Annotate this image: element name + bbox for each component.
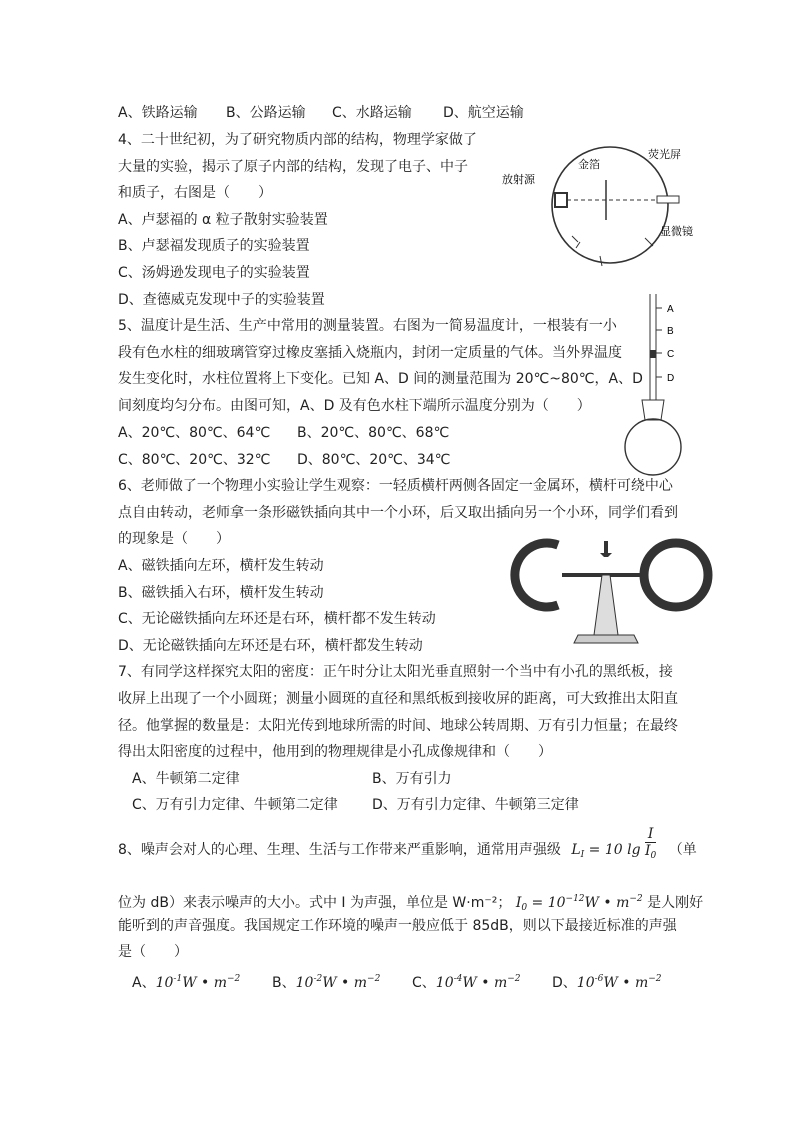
q8-option-c: C、$10^{-4}W$ • $m^{-2}$ — [412, 974, 521, 991]
q6-stem-line: 点自由转动，老师拿一条形磁铁插向其中一个小环，后又取出插向另一个小环，同学们看到 — [118, 505, 678, 521]
q8-line1-prefix: 8、噪声会对人的心理、生理、生活与工作带来严重影响，通常用声强级 — [118, 842, 561, 858]
q5-stem-line: 间刻度均匀分布。由图可知，A、D 及有色水柱下端所示温度分别为（ ） — [118, 398, 591, 414]
q7-stem-line: 得出太阳密度的过程中，他用到的物理规律是小孔成像规律和（ ） — [118, 744, 552, 760]
threshold-intensity-formula: $I_0 = 10^{-12}W$ • $m^{-2}$ — [515, 894, 643, 913]
q7-option-d: D、万有引力定律、牛顿第三定律 — [372, 797, 579, 813]
q4-option-c: C、汤姆逊发现电子的实验装置 — [118, 265, 310, 281]
intensity-ratio-fraction: $\frac{I}{I_0}$ — [645, 826, 657, 861]
q6-option-b: B、磁铁插入右环，横杆发生转动 — [118, 585, 324, 601]
thermometer-label-c: C — [667, 349, 675, 360]
q7-stem-line: 径。他掌握的数量是：太阳光传到地球所需的时间、地球公转周期、万有引力恒量；在最终 — [118, 718, 678, 734]
figure-label-microscope: 显微镜 — [660, 226, 693, 238]
q8-stem-line1 — [118, 826, 697, 865]
q8-option-a-exponent: -1 — [173, 974, 183, 984]
q6-option-d: D、无论磁铁插向左环还是右环，横杆都发生转动 — [118, 638, 423, 654]
q7-option-c: C、万有引力定律、牛顿第二定律 — [132, 797, 338, 813]
q8-option-b-exponent: -2 — [313, 974, 323, 984]
q6-stem-line: 的现象是（ ） — [118, 531, 230, 547]
q3-option-d: D、航空运输 — [443, 105, 524, 121]
thermometer-figure — [620, 290, 690, 485]
figure-label-screen: 荧光屏 — [648, 149, 681, 161]
q4-option-d: D、查德威克发现中子的实验装置 — [118, 292, 325, 308]
q8-option-d-exponent: -6 — [594, 974, 604, 984]
figure-label-source: 放射源 — [502, 174, 535, 186]
figure-label-foil: 金箔 — [578, 159, 600, 171]
q6-option-c: C、无论磁铁插向左环还是右环，横杆都不发生转动 — [118, 611, 436, 627]
alpha-scattering-figure — [500, 138, 700, 278]
q8-stem-line4: 是（ ） — [118, 944, 188, 960]
q3-option-b: B、公路运输 — [226, 105, 306, 121]
q8-line2-suffix: 是人刚好 — [647, 895, 704, 911]
q8-option-a-label: A、 — [132, 975, 156, 991]
q8-option-a: A、$10^{-1}W$ • $m^{-2}$ — [132, 974, 241, 991]
q8-line2-prefix: 位为 dB）来表示噪声的大小。式中 I 为声强，单位是 W·m⁻²； — [118, 895, 512, 911]
q8-option-d: D、$10^{-6}W$ • $m^{-2}$ — [552, 974, 662, 991]
q4-stem-line: 大量的实验，揭示了原子内部的结构，发现了电子、中子 — [118, 159, 468, 175]
q5-stem-line: 段有色水柱的细玻璃管穿过橡皮塞插入烧瓶内，封闭一定质量的气体。当外界温度 — [118, 345, 622, 361]
q8-line1-suffix: （单 — [668, 842, 697, 858]
q4-option-a: A、卢瑟福的 α 粒子散射实验装置 — [118, 212, 328, 228]
q8-option-c-exponent: -4 — [453, 974, 463, 984]
q5-option-d: D、80℃、20℃、34℃ — [297, 452, 451, 468]
q6-option-a: A、磁铁插向左环，横杆发生转动 — [118, 558, 324, 574]
q5-stem-line: 5、温度计是生活、生产中常用的测量装置。右图为一简易温度计，一根装有一小 — [118, 318, 617, 334]
q8-option-d-label: D、 — [552, 975, 577, 991]
q8-option-b-label: B、 — [272, 975, 296, 991]
q8-stem-line2 — [118, 889, 703, 918]
q7-option-b: B、万有引力 — [372, 771, 452, 787]
thermometer-label-a: A — [667, 304, 674, 315]
q4-option-b: B、卢瑟福发现质子的实验装置 — [118, 238, 310, 254]
q5-option-c: C、80℃、20℃、32℃ — [118, 452, 271, 468]
q7-stem-line: 收屏上出现了一个小圆斑；测量小圆斑的直径和黑纸板到接收屏的距离，可大致推出太阳直 — [118, 691, 678, 707]
q4-stem-line: 和质子，右图是（ ） — [118, 185, 272, 201]
q5-option-a: A、20℃、80℃、64℃ — [118, 425, 271, 441]
q3-option-a: A、铁路运输 — [118, 105, 198, 121]
q6-stem-line: 6、老师做了一个物理小实验让学生观察：一轻质横杆两侧各固定一金属环，横杆可绕中心 — [118, 478, 673, 494]
q7-option-a: A、牛顿第二定律 — [132, 771, 240, 787]
q8-option-c-label: C、 — [412, 975, 436, 991]
thermometer-label-d: D — [667, 373, 675, 384]
q4-stem-line: 4、二十世纪初，为了研究物质内部的结构，物理学家做了 — [118, 132, 477, 148]
rings-crossbar-figure — [500, 525, 720, 650]
q3-option-c: C、水路运输 — [332, 105, 412, 121]
q5-stem-line: 发生变化时，水柱位置将上下变化。已知 A、D 间的测量范围为 20℃~80℃，A、D — [118, 371, 643, 387]
q8-option-b: B、$10^{-2}W$ • $m^{-2}$ — [272, 974, 381, 991]
q7-stem-line: 7、有同学这样探究太阳的密度：正午时分让太阳光垂直照射一个当中有小孔的黑纸板，接 — [118, 664, 673, 680]
thermometer-label-b: B — [667, 326, 674, 337]
q8-stem-line3: 能听到的声音强度。我国规定工作环境的噪声一般应低于 85dB，则以下最接近标准的声强 — [118, 918, 677, 934]
q5-option-b: B、20℃、80℃、68℃ — [297, 425, 450, 441]
sound-level-formula: $L_I = 10$ lg — [571, 842, 641, 860]
